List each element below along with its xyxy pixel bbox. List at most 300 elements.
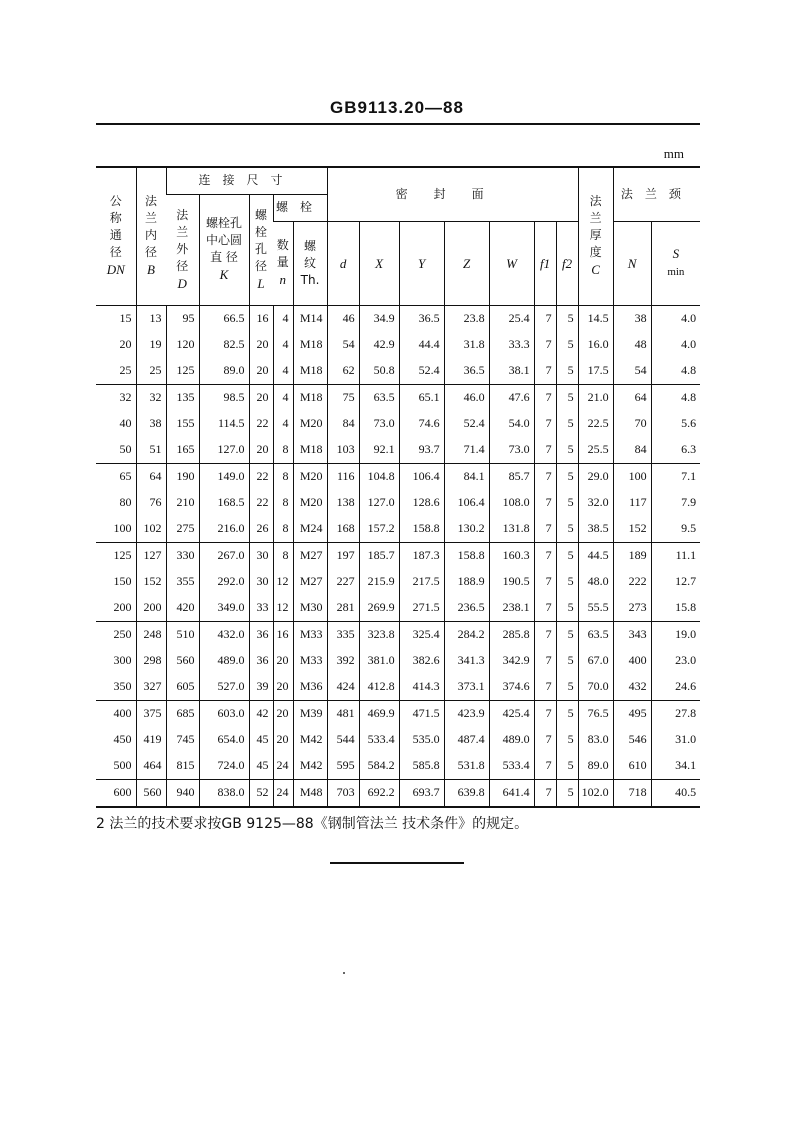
- table-cell: 40: [119, 416, 132, 430]
- table-cell: 5: [556, 358, 578, 385]
- table-cell: 89.0: [199, 358, 249, 385]
- table-cell: 65.1: [399, 384, 444, 411]
- table-cell: 127.0: [199, 437, 249, 464]
- table-cell: 200: [136, 595, 166, 622]
- table-cell: 32: [136, 384, 166, 411]
- table-cell: M20: [293, 490, 327, 516]
- table-cell: 14.5: [578, 305, 613, 332]
- table-cell: 535.0: [399, 727, 444, 753]
- table-cell: 373.1: [444, 674, 489, 701]
- table-cell: 25.4: [489, 305, 534, 332]
- table-cell: 7: [534, 648, 556, 674]
- table-cell: 38.5: [578, 516, 613, 543]
- table-cell: 54: [613, 358, 651, 385]
- table-cell: 8: [273, 542, 293, 569]
- table-cell: 217.5: [399, 569, 444, 595]
- table-cell: 185.7: [359, 542, 399, 569]
- table-cell: 285.8: [489, 621, 534, 648]
- table-cell: 39: [249, 674, 273, 701]
- header-neck-s: S min: [651, 221, 700, 305]
- table-cell: 24.6: [651, 674, 700, 701]
- table-cell: 36: [249, 621, 273, 648]
- table-cell: 66.5: [199, 305, 249, 332]
- table-cell: 165: [166, 437, 199, 464]
- table-cell: 425.4: [489, 700, 534, 727]
- table-cell: 4: [273, 384, 293, 411]
- table-cell: M42: [293, 727, 327, 753]
- header-seal-y: Y: [399, 221, 444, 305]
- table-cell: 7: [534, 516, 556, 543]
- table-cell: 33: [249, 595, 273, 622]
- header-thread: 螺 纹 Th.: [293, 221, 327, 305]
- table-cell: 73.0: [489, 437, 534, 464]
- table-cell: 160.3: [489, 542, 534, 569]
- table-cell: 5: [556, 648, 578, 674]
- table-cell: 52.4: [444, 411, 489, 437]
- table-cell: M18: [293, 384, 327, 411]
- table-cell: 200: [113, 600, 132, 614]
- table-cell: 560: [136, 779, 166, 807]
- header-seal-d: d: [327, 221, 359, 305]
- table-cell: 281: [327, 595, 359, 622]
- table-cell: 4.8: [651, 384, 700, 411]
- table-cell: 238.1: [489, 595, 534, 622]
- table-cell: 7: [534, 437, 556, 464]
- table-cell: 4: [273, 305, 293, 332]
- table-cell: 605: [166, 674, 199, 701]
- table-cell: 120: [166, 332, 199, 358]
- table-cell: 248: [136, 621, 166, 648]
- table-cell: 22: [249, 411, 273, 437]
- table-cell: 130.2: [444, 516, 489, 543]
- table-cell: 4: [273, 332, 293, 358]
- table-cell: 5: [556, 700, 578, 727]
- table-cell: 5: [556, 674, 578, 701]
- table-cell: 349.0: [199, 595, 249, 622]
- table-cell: 275: [166, 516, 199, 543]
- table-cell: 375: [136, 700, 166, 727]
- table-cell: 149.0: [199, 463, 249, 490]
- table-cell: 25: [136, 358, 166, 385]
- table-cell: 600: [96, 779, 136, 807]
- table-cell: 32: [96, 384, 136, 411]
- table-cell: 23.8: [444, 305, 489, 332]
- table-cell: 84: [613, 437, 651, 464]
- table-cell: 815: [166, 753, 199, 780]
- table-cell: 36.5: [399, 305, 444, 332]
- table-cell: 102.0: [578, 779, 613, 807]
- table-cell: 131.8: [489, 516, 534, 543]
- table-cell: 7: [534, 753, 556, 780]
- table-cell: 216.0: [199, 516, 249, 543]
- table-cell: 350: [113, 679, 132, 693]
- table-cell: 20: [273, 727, 293, 753]
- table-cell: 73.0: [359, 411, 399, 437]
- table-cell: 271.5: [399, 595, 444, 622]
- table-cell: 189: [613, 542, 651, 569]
- table-cell: 30: [249, 542, 273, 569]
- table-cell: 190.5: [489, 569, 534, 595]
- table-row: [96, 437, 700, 464]
- table-cell: 489.0: [199, 648, 249, 674]
- table-cell: 158.8: [399, 516, 444, 543]
- table-cell: 703: [327, 779, 359, 807]
- table-cell: 481: [327, 700, 359, 727]
- table-cell: M36: [293, 674, 327, 701]
- table-cell: 323.8: [359, 621, 399, 648]
- table-row: [96, 358, 700, 385]
- table-cell: 4.8: [651, 358, 700, 385]
- table-cell: 36.5: [444, 358, 489, 385]
- table-cell: 38: [136, 411, 166, 437]
- table-cell: 210: [166, 490, 199, 516]
- table-cell: 45: [249, 753, 273, 780]
- header-neck-n: N: [613, 221, 651, 305]
- table-cell: 5: [556, 727, 578, 753]
- table-cell: 5: [556, 490, 578, 516]
- table-cell: 16.0: [578, 332, 613, 358]
- table-cell: 603.0: [199, 700, 249, 727]
- table-cell: 432: [613, 674, 651, 701]
- table-cell: 20: [249, 384, 273, 411]
- table-cell: 127: [136, 542, 166, 569]
- header-flange-thickness: 法 兰 厚 度 C: [578, 167, 613, 305]
- table-cell: 138: [327, 490, 359, 516]
- table-cell: 4: [273, 358, 293, 385]
- table-cell: 300: [113, 653, 132, 667]
- table-cell: 610: [613, 753, 651, 780]
- table-cell: 374.6: [489, 674, 534, 701]
- table-cell: 103: [327, 437, 359, 464]
- table-cell: 82.5: [199, 332, 249, 358]
- table-cell: 7: [534, 305, 556, 332]
- table-cell: 187.3: [399, 542, 444, 569]
- table-cell: 168: [327, 516, 359, 543]
- table-cell: 227: [327, 569, 359, 595]
- table-cell: 152: [136, 569, 166, 595]
- table-cell: 450: [113, 732, 132, 746]
- table-cell: 168.5: [199, 490, 249, 516]
- table-cell: 20: [249, 332, 273, 358]
- table-cell: 7.1: [651, 463, 700, 490]
- table-cell: 5: [556, 516, 578, 543]
- table-cell: 50: [119, 442, 132, 456]
- table-cell: 298: [136, 648, 166, 674]
- table-cell: 327: [136, 674, 166, 701]
- table-cell: 89.0: [578, 753, 613, 780]
- table-cell: 639.8: [444, 779, 489, 807]
- table-cell: 718: [613, 779, 651, 807]
- table-cell: 6.3: [651, 437, 700, 464]
- table-cell: 420: [166, 595, 199, 622]
- table-cell: 83.0: [578, 727, 613, 753]
- table-cell: 102: [136, 516, 166, 543]
- table-cell: 188.9: [444, 569, 489, 595]
- table-cell: 12: [273, 569, 293, 595]
- table-cell: 8: [273, 437, 293, 464]
- table-row: [96, 700, 700, 727]
- table-cell: 127.0: [359, 490, 399, 516]
- table-cell: 36: [249, 648, 273, 674]
- table-cell: 236.5: [444, 595, 489, 622]
- table-cell: 21.0: [578, 384, 613, 411]
- flange-dimension-table: [96, 166, 700, 808]
- table-cell: 9.5: [651, 516, 700, 543]
- table-cell: 55.5: [578, 595, 613, 622]
- table-cell: 544: [327, 727, 359, 753]
- table-cell: M33: [293, 648, 327, 674]
- table-cell: 25.5: [578, 437, 613, 464]
- table-cell: 32.0: [578, 490, 613, 516]
- table-cell: 48: [613, 332, 651, 358]
- table-cell: 197: [327, 542, 359, 569]
- table-cell: 8: [273, 463, 293, 490]
- table-cell: 15.8: [651, 595, 700, 622]
- unit-label: mm: [663, 146, 684, 161]
- table-cell: 641.4: [489, 779, 534, 807]
- table-cell: 65: [96, 463, 136, 490]
- table-cell: 26: [249, 516, 273, 543]
- table-cell: 7: [534, 332, 556, 358]
- table-cell: 724.0: [199, 753, 249, 780]
- table-cell: 135: [166, 384, 199, 411]
- header-outer-diameter: 法 兰 外 径 D: [166, 194, 199, 305]
- table-cell: 5: [556, 779, 578, 807]
- table-cell: 5: [556, 384, 578, 411]
- table-cell: 95: [166, 305, 199, 332]
- table-cell: 335: [327, 621, 359, 648]
- table-cell: 7: [534, 621, 556, 648]
- table-cell: 92.1: [359, 437, 399, 464]
- table-cell: 414.3: [399, 674, 444, 701]
- table-cell: 838.0: [199, 779, 249, 807]
- table-cell: 5: [556, 437, 578, 464]
- table-row: [96, 569, 700, 595]
- table-cell: 67.0: [578, 648, 613, 674]
- table-cell: 84: [327, 411, 359, 437]
- table-cell: 585.8: [399, 753, 444, 780]
- table-cell: 13: [136, 305, 166, 332]
- table-cell: 20: [249, 437, 273, 464]
- table-cell: 7: [534, 779, 556, 807]
- table-cell: 424: [327, 674, 359, 701]
- table-cell: M27: [293, 569, 327, 595]
- table-cell: 19.0: [651, 621, 700, 648]
- table-cell: 343: [613, 621, 651, 648]
- table-cell: 22: [249, 463, 273, 490]
- table-cell: 654.0: [199, 727, 249, 753]
- table-cell: 5.6: [651, 411, 700, 437]
- table-cell: 341.3: [444, 648, 489, 674]
- table-cell: 22: [249, 490, 273, 516]
- table-cell: 4.0: [651, 305, 700, 332]
- table-cell: 7: [534, 463, 556, 490]
- table-cell: 400: [613, 648, 651, 674]
- table-cell: 31.8: [444, 332, 489, 358]
- table-cell: 423.9: [444, 700, 489, 727]
- table-cell: 745: [166, 727, 199, 753]
- table-cell: 419: [136, 727, 166, 753]
- table-row: [96, 674, 700, 701]
- table-cell: 325.4: [399, 621, 444, 648]
- table-cell: 93.7: [399, 437, 444, 464]
- table-row: [96, 753, 700, 780]
- table-cell: M18: [293, 358, 327, 385]
- table-cell: 50.8: [359, 358, 399, 385]
- table-cell: 584.2: [359, 753, 399, 780]
- table-cell: 500: [113, 758, 132, 772]
- table-cell: 4: [273, 411, 293, 437]
- table-cell: 11.1: [651, 542, 700, 569]
- header-seal-f2: f2: [556, 221, 578, 305]
- table-row: [96, 463, 700, 490]
- table-cell: 38.1: [489, 358, 534, 385]
- table-cell: 5: [556, 569, 578, 595]
- table-cell: M24: [293, 516, 327, 543]
- table-cell: 152: [613, 516, 651, 543]
- table-cell: 7: [534, 595, 556, 622]
- table-cell: 5: [556, 753, 578, 780]
- table-cell: 250: [96, 621, 136, 648]
- table-cell: 114.5: [199, 411, 249, 437]
- table-cell: 42: [249, 700, 273, 727]
- table-cell: 693.7: [399, 779, 444, 807]
- table-cell: 382.6: [399, 648, 444, 674]
- document-header: GB9113.20—88: [330, 98, 464, 117]
- table-cell: 464: [136, 753, 166, 780]
- table-cell: M20: [293, 411, 327, 437]
- table-cell: 76.5: [578, 700, 613, 727]
- table-cell: 71.4: [444, 437, 489, 464]
- table-cell: 29.0: [578, 463, 613, 490]
- table-cell: M18: [293, 332, 327, 358]
- table-cell: 84.1: [444, 463, 489, 490]
- table-cell: 20: [273, 674, 293, 701]
- table-row: [96, 332, 700, 358]
- header-seal-f1: f1: [534, 221, 556, 305]
- table-cell: 38: [613, 305, 651, 332]
- table-cell: 70.0: [578, 674, 613, 701]
- table-cell: 106.4: [444, 490, 489, 516]
- header-bolt: 螺栓: [273, 194, 327, 221]
- table-cell: 44.4: [399, 332, 444, 358]
- table-cell: 27.8: [651, 700, 700, 727]
- table-cell: 533.4: [359, 727, 399, 753]
- table-cell: 432.0: [199, 621, 249, 648]
- table-cell: 25: [119, 363, 132, 377]
- table-cell: 292.0: [199, 569, 249, 595]
- table-cell: 63.5: [578, 621, 613, 648]
- table-cell: 495: [613, 700, 651, 727]
- table-cell: 17.5: [578, 358, 613, 385]
- table-row: [96, 779, 700, 807]
- table-cell: 52.4: [399, 358, 444, 385]
- table-cell: 546: [613, 727, 651, 753]
- header-nominal-diameter: 公 称 通 径 DN: [96, 167, 136, 305]
- table-cell: 20: [249, 358, 273, 385]
- table-cell: 5: [556, 595, 578, 622]
- table-cell: 40.5: [651, 779, 700, 807]
- header-seal-w: W: [489, 221, 534, 305]
- table-cell: 400: [96, 700, 136, 727]
- header-bolt-hole-diameter: 螺 栓 孔 径 L: [249, 194, 273, 305]
- table-cell: 8: [273, 490, 293, 516]
- header-seal-x: X: [359, 221, 399, 305]
- table-body: [96, 305, 700, 807]
- table-cell: 22.5: [578, 411, 613, 437]
- table-cell: 20: [119, 337, 132, 351]
- table-cell: 20: [273, 700, 293, 727]
- header-bolt-count: 数 量 n: [273, 221, 293, 305]
- table-cell: 30: [249, 569, 273, 595]
- table-cell: 70: [613, 411, 651, 437]
- table-cell: 595: [327, 753, 359, 780]
- table-cell: 52: [249, 779, 273, 807]
- table-cell: M39: [293, 700, 327, 727]
- table-cell: 46.0: [444, 384, 489, 411]
- footer-rule: [330, 862, 464, 864]
- table-cell: 7: [534, 411, 556, 437]
- table-cell: 5: [556, 542, 578, 569]
- table-cell: 7: [534, 358, 556, 385]
- table-cell: M48: [293, 779, 327, 807]
- table-cell: 7: [534, 700, 556, 727]
- table-row: [96, 595, 700, 622]
- table-cell: 116: [327, 463, 359, 490]
- table-row: [96, 621, 700, 648]
- table-row: [96, 490, 700, 516]
- table-row: [96, 305, 700, 332]
- table-cell: 222: [613, 569, 651, 595]
- table-cell: M18: [293, 437, 327, 464]
- table-cell: 128.6: [399, 490, 444, 516]
- table-cell: 64: [136, 463, 166, 490]
- table-cell: 5: [556, 411, 578, 437]
- table-cell: 104.8: [359, 463, 399, 490]
- table-cell: 489.0: [489, 727, 534, 753]
- table-cell: 269.9: [359, 595, 399, 622]
- table-cell: 31.0: [651, 727, 700, 753]
- table-cell: 80: [119, 495, 132, 509]
- table-cell: 7: [534, 569, 556, 595]
- header-flange-neck: 法兰颈: [613, 167, 700, 221]
- header-connection-dimensions: 连接尺寸: [166, 167, 327, 194]
- table-cell: 157.2: [359, 516, 399, 543]
- table-cell: 63.5: [359, 384, 399, 411]
- table-cell: 34.9: [359, 305, 399, 332]
- table-cell: 4.0: [651, 332, 700, 358]
- table-row: [96, 384, 700, 411]
- table-cell: 381.0: [359, 648, 399, 674]
- table-cell: 24: [273, 753, 293, 780]
- table-row: [96, 727, 700, 753]
- table-cell: 7: [534, 384, 556, 411]
- table-cell: 108.0: [489, 490, 534, 516]
- table-cell: 940: [166, 779, 199, 807]
- header-inner-diameter: 法 兰 内 径 B: [136, 167, 166, 305]
- header-sealing-face: 密封面: [327, 167, 578, 221]
- table-cell: 76: [136, 490, 166, 516]
- table-cell: 100: [613, 463, 651, 490]
- table-cell: 7: [534, 490, 556, 516]
- table-cell: 42.9: [359, 332, 399, 358]
- table-row: [96, 542, 700, 569]
- table-cell: 47.6: [489, 384, 534, 411]
- table-cell: M30: [293, 595, 327, 622]
- table-cell: 48.0: [578, 569, 613, 595]
- table-cell: 23.0: [651, 648, 700, 674]
- table-cell: 12.7: [651, 569, 700, 595]
